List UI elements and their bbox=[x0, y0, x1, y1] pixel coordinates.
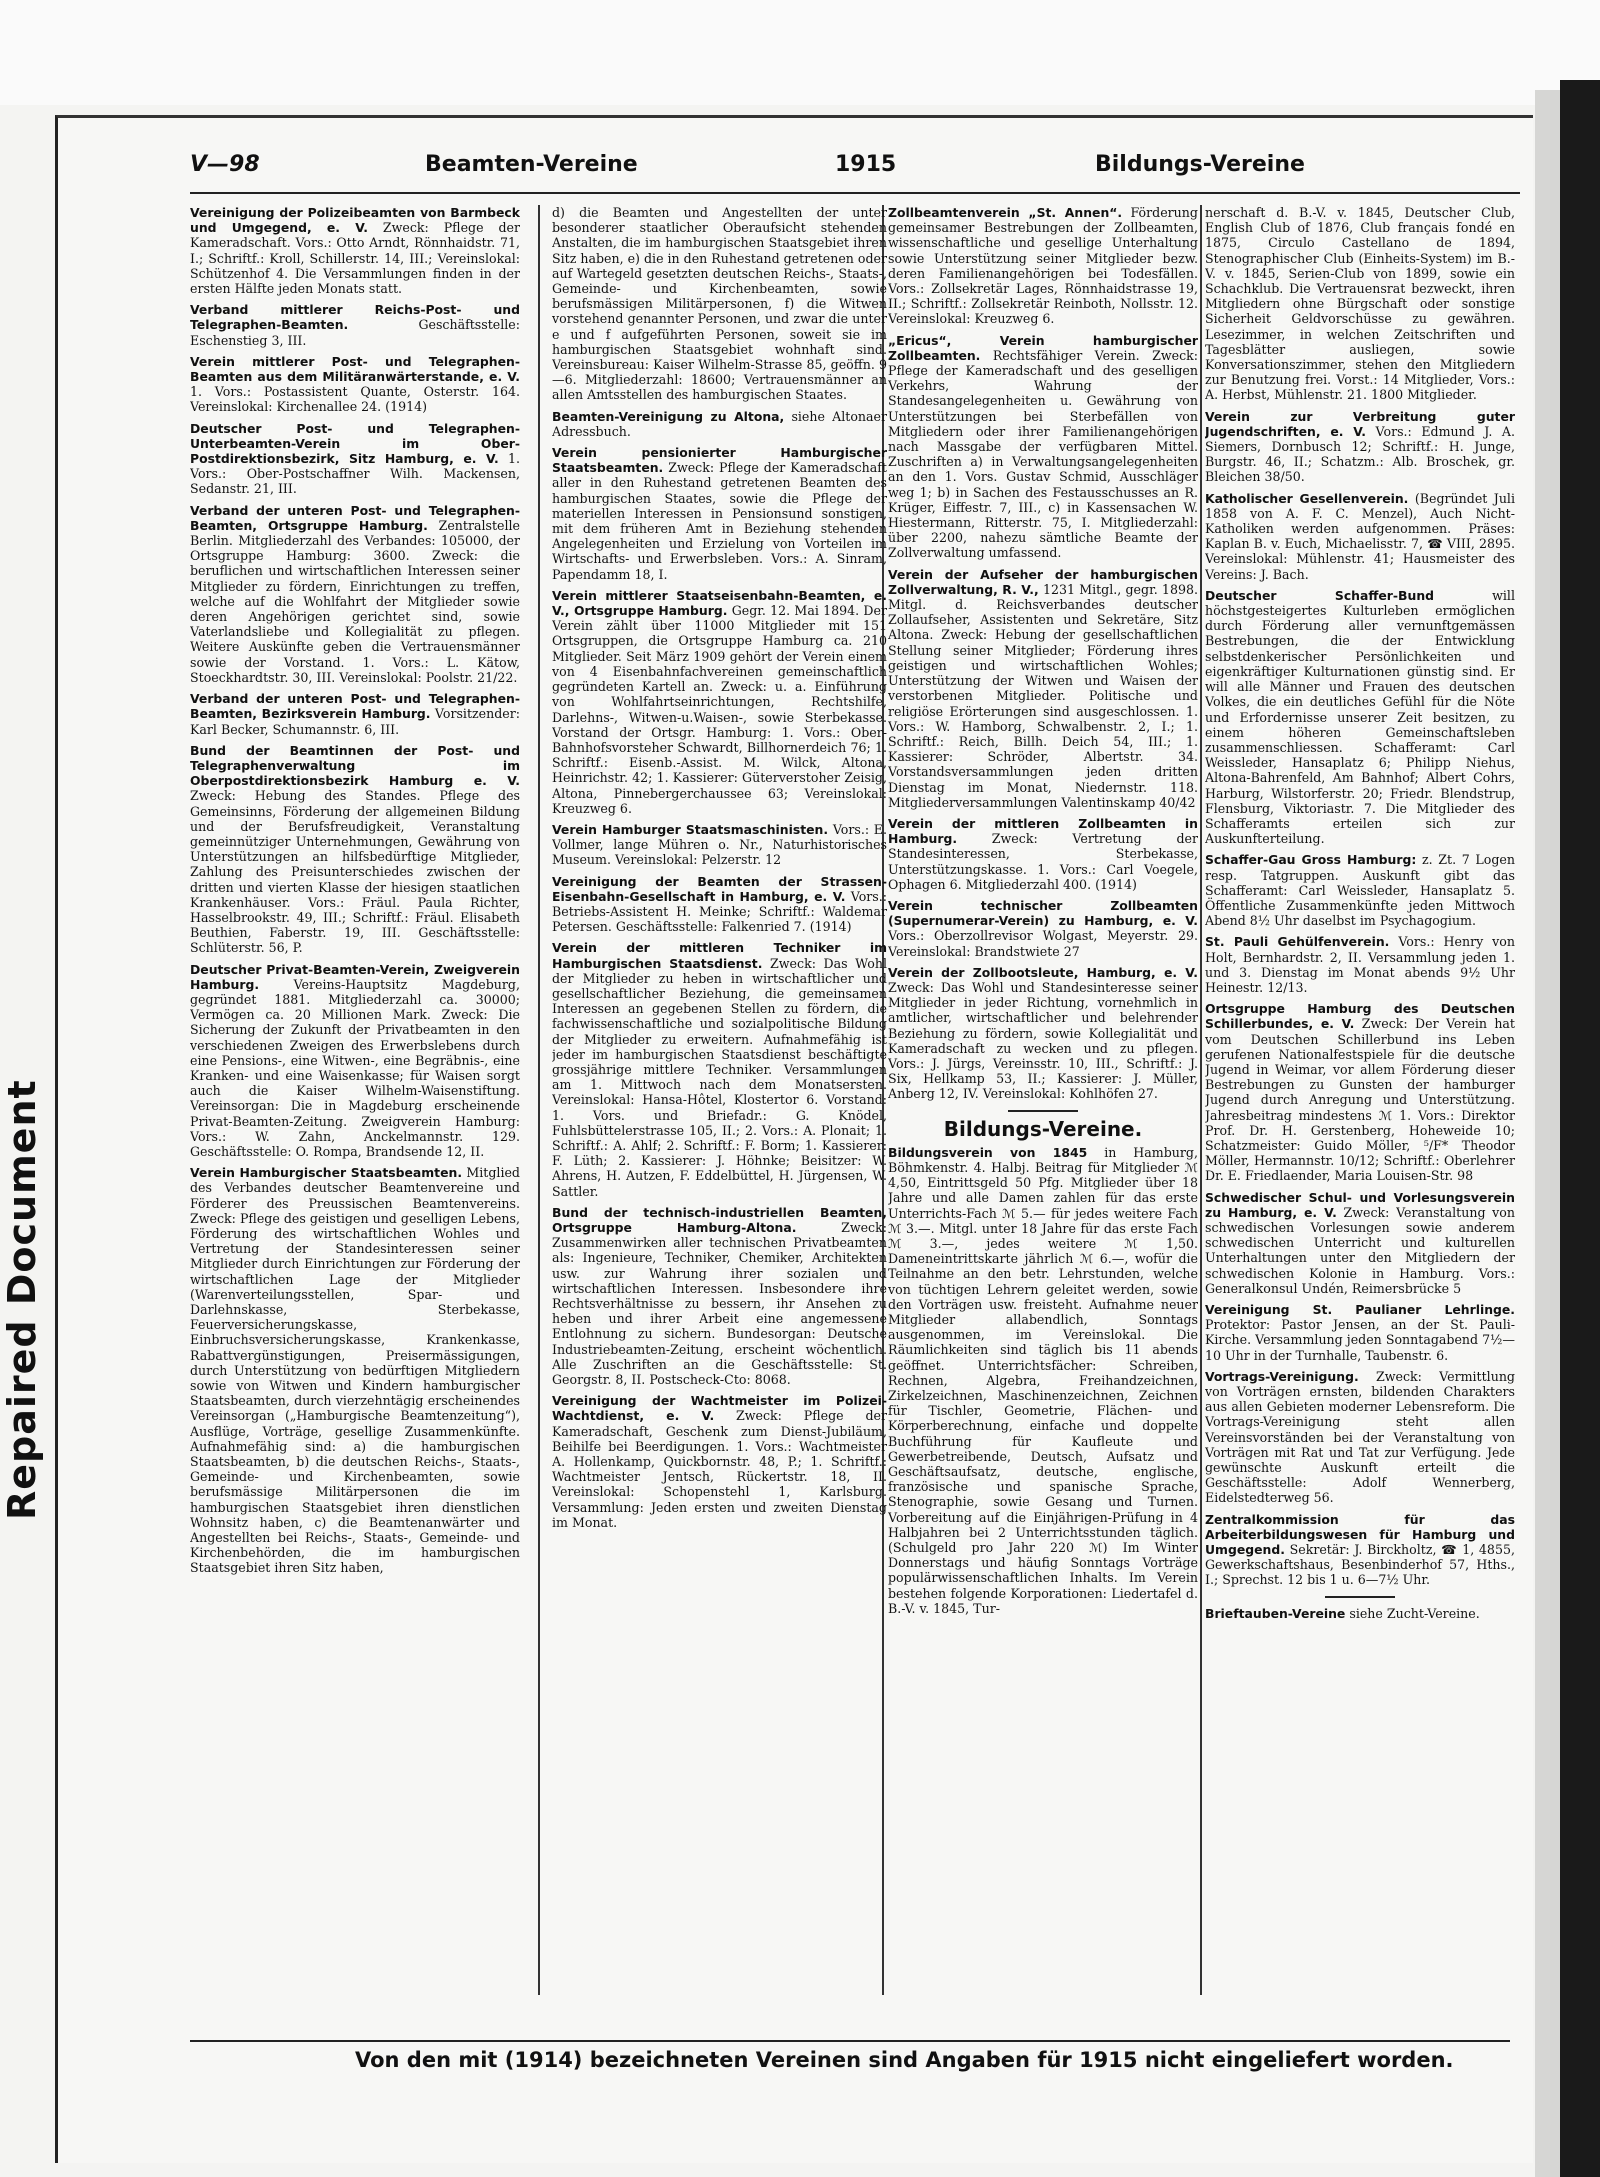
entry-text: Zweck: Pflege der Kameradschaft. Vors.: Otto Arndt, Rönnhaidstr. 71, I.; Schriftf.: Kroll, Schillerstr. 14, III.; Vereinslokal: Schützenhof 4. Die Versammlungen finden in der ersten Hälfte jeden Monats statt. bbox=[190, 220, 520, 297]
entry-name: Ortsgruppe Hamburg des Deutschen Schillerbundes, e. V. bbox=[1205, 1001, 1515, 1032]
column-3 bbox=[888, 205, 1198, 2015]
header-left-title: Beamten-Vereine bbox=[425, 152, 638, 177]
entry-text: Zweck: Zusammenwirken aller technischen Privatbeamten als: Ingenieure, Techniker, Chemiker, Architekten usw. zur Wahrung ihrer sozialen und wirtschaftlichen Interessen. Insbesondere ihre Rechtsverhältnisse zu bessern, ihr Ansehen zu heben und ihrer Arbeit eine angemessene Entlohnung zu sichern. Bundesorgan: Deutsche Industriebeamten-Zeitung, erscheint wöchentlich. Alle Zuschriften an die Geschäftsstelle: St. Georgstr. 8, II. Postscheck-Cto: 8068. bbox=[552, 1220, 887, 1388]
directory-entry bbox=[552, 940, 887, 1198]
directory-entry bbox=[1205, 1001, 1515, 1183]
entry-name: Brieftauben-Vereine bbox=[1205, 1605, 1346, 1621]
entry-text: Vors.: Edmund J. A. Siemers, Dornbusch 12; Schriftf.: H. Junge, Burgstr. 46, II.; Schatzm.: Alb. Broschek, gr. Bleichen 38/50. bbox=[1205, 423, 1515, 485]
entry-name: Verein der mittleren Techniker im Hamburgischen Staatsdienst. bbox=[552, 940, 887, 971]
entry-name: Bildungsverein von 1845 bbox=[888, 1144, 1088, 1160]
directory-entry bbox=[1205, 205, 1515, 403]
directory-entry bbox=[888, 567, 1198, 810]
entry-text: (Begründet Juli 1858 von A. F. C. Menzel), Auch Nicht-Katholiken werden aufgenommen. Präses: Kaplan B. v. Euch, Michaelisstr. 7, ☎ VIII, 2895. Vereinslokal: Mühlenstr. 41; Hausmeister des Vereins: J. Bach. bbox=[1205, 490, 1515, 582]
entry-text: Vereins-Hauptsitz Magdeburg, gegründet 1881. Mitgliederzahl ca. 30000; Vermögen ca. 20 Millionen Mark. Zweck: Die Sicherung der Zukunft der Privatbeamten in den verschiedenen Zweigen des Erwerbslebens durch eine Pensions-, eine Witwen-, eine Begräbnis-, eine Kranken- und eine Waisenkasse; für Waisen sorgt auch die Kaiser Wilhelm-Waisenstiftung. Vereinsorgan: Die in Magdeburg erscheinende Privat-Beamten-Zeitung. Zweigverein Hamburg: Vors.: W. Zahn, Anckelmannstr. 129. Geschäftsstelle: O. Rompa, Brandsende 12, II. bbox=[190, 976, 520, 1159]
entry-name: Bund der Beamtinnen der Post- und Telegraphenverwaltung im Oberpostdirektionsbezirk Hamburg e. V. bbox=[190, 742, 520, 789]
directory-entry bbox=[888, 205, 1198, 327]
entry-text: 1. Vors.: Postassistent Quante, Osterstr. 164. Vereinslokal: Kirchenallee 24. (1914) bbox=[190, 384, 520, 415]
directory-entry bbox=[1205, 1369, 1515, 1506]
entry-text: siehe Altonaer Adressbuch. bbox=[552, 408, 887, 439]
directory-entry bbox=[1205, 934, 1515, 995]
entry-text: Vors.: Henry von Holt, Bernhardstr. 2, II. Versammlung jeden 1. und 3. Dienstag im Monat abends 9½ Uhr Heinestr. 12/13. bbox=[1205, 934, 1515, 995]
entry-name: Verband der unteren Post- und Telegraphen-Beamten, Ortsgruppe Hamburg. bbox=[190, 502, 520, 533]
entry-name: Zollbeamtenverein „St. Annen“. bbox=[888, 205, 1123, 220]
entry-text: Geschäftsstelle: Eschenstieg 3, III. bbox=[190, 317, 520, 348]
directory-entry bbox=[552, 822, 887, 868]
footer-rule bbox=[190, 2040, 1510, 2042]
directory-entry bbox=[190, 743, 520, 956]
column-1 bbox=[190, 205, 520, 2015]
directory-entry bbox=[552, 1393, 887, 1530]
entry-text: Zweck: Hebung des Standes. Pflege des Gemeinsinns, Förderung der allgemeinen Bildung und der Berufsfreudigkeit, Veranstaltung gemeinnütziger Unternehmungen, Gewährung von Unterstützungen an hilfsbedürftige Mitglieder, Zahlung des Preisunterschiedes zwischen der dritten und vierten Klasse der hiesigen staatlichen Krankenhäuser. Vors.: Fräul. Paula Richter, Hasselbrookstr. 49, III.; Schriftf.: Fräul. Elisabeth Beuthien, Faberstr. 19, III. Geschäftsstelle: Schlüterstr. 56, P. bbox=[190, 788, 520, 956]
page-footer-note: Von den mit (1914) bezeichneten Vereinen sind Angaben für 1915 nicht eingeliefert worden. bbox=[355, 2048, 1454, 2072]
entry-text: d) die Beamten und Angestellten der unter besonderer staatlicher Oberaufsicht stehenden Anstalten, die im hamburgischen Staatsgebiet ihren Sitz haben, e) die in den Ruhestand getretenen oder auf Wartegeld gesetzten deutschen Reichs-, Staats-, Gemeinde- und Kirchenbeamten, sowie berufsmässigen Militärpersonen, f) die Witwen vorstehend genannter Personen, und zwar die unter e und f aufgeführten Personen, soweit sie im hamburgischen Staatsgebiet wohnhaft sind. Vereinsbureau: Kaiser Wilhelm-Strasse 85, geöffn. 9—6. Mitgliederzahl: 18600; Vertrauensmänner an allen Amtsstellen des hamburgischen Staates. bbox=[552, 205, 887, 403]
section-divider bbox=[1008, 1110, 1078, 1112]
entry-text: Vorsitzender: Karl Becker, Schumannstr. 6, III. bbox=[190, 706, 520, 737]
column-rule bbox=[538, 205, 540, 1995]
header-right-title: Bildungs-Vereine bbox=[1095, 152, 1305, 177]
entry-name: Verein der Zollbootsleute, Hamburg, e. V. bbox=[888, 964, 1198, 980]
entry-text: Zweck: Das Wohl der Mitglieder zu heben in wirtschaftlicher und gesellschaftlicher Beziehung, die gemeinsamen Interessen an gegebenen Stellen zu fördern, die fachwissenschaftliche und sozialpolitische Bildung der Mitglieder zu erweitern. Aufnahmefähig ist jeder im hamburgischen Staatsdienst beschäftigte grossjährige mittlere Techniker. Versammlungen am 1. Mittwoch nach dem Monatsersten. Vereinslokal: Hansa-Hôtel, Klostertor 6. Vorstand: 1. Vors. und Briefadr.: G. Knödel, Fuhlsbüttelerstrasse 105, II.; 2. Vors.: A. Plonait; 1. Schriftf.: A. Ahlf; 2. Schriftf.: F. Borm; 1. Kassierer: F. Lüth; 2. Kassierer: J. Höhnke; Beisitzer: W. Ahrens, H. Autzen, F. Eddelbüttel, H. Jürgensen, W. Sattler. bbox=[552, 955, 887, 1199]
entry-text: Zweck: Pflege der Kameradschaft, Geschenk zum Dienst-Jubiläum, Beihilfe bei Beerdigungen. 1. Vors.: Wachtmeister A. Hollenkamp, Quickbornstr. 48, P.; 1. Schriftf.: Wachtmeister Jentsch, Rückertstr. 18, II. Vereinslokal: Schopenstehl 1, Karlsburg. Versammlung: Jeden ersten und zweiten Dienstag im Monat. bbox=[552, 1408, 887, 1530]
entry-text: Zweck: Pflege der Kameradschaft aller in den Ruhestand getretenen Beamten des hamburgischen Staates, sowie die Pflege der materiellen Interessen in Pensionsund sonstigen, mit dem früheren Amt in Beziehung stehenden Angelegenheiten und Erzielung von Vorteilen im Wirtschafts- und Erwerbsleben. Vors.: A. Sinram, Papendamm 18, I. bbox=[552, 460, 887, 582]
column-4 bbox=[1205, 205, 1515, 2015]
entry-text: Vors.: E. Vollmer, lange Mühren o. Nr., Naturhistorisches Museum. Vereinslokal: Pelzerstr. 12 bbox=[552, 821, 887, 868]
directory-entry bbox=[190, 1165, 520, 1575]
entry-text: Zweck: Veranstaltung von schwedischen Vorlesungen sowie anderem schwedischen Unterricht und kulturellen Unterhaltungen unter den Mitgliedern der schwedischen Kolonie in Hamburg. Vors.: Generalkonsul Undén, Reimersbrücke 5 bbox=[1205, 1204, 1515, 1296]
directory-entry bbox=[190, 205, 520, 296]
directory-entry bbox=[190, 503, 520, 685]
entry-name: Zentralkommission für das Arbeiterbildungswesen für Hamburg und Umgegend. bbox=[1205, 1511, 1515, 1558]
entry-name: Katholischer Gesellenverein. bbox=[1205, 490, 1409, 506]
entry-name: Schwedischer Schul- und Vorlesungsverein zu Hamburg, e. V. bbox=[1205, 1189, 1515, 1220]
entry-name: Vortrags-Vereinigung. bbox=[1205, 1368, 1359, 1384]
header-rule bbox=[190, 192, 1520, 194]
entry-name: Deutscher Post- und Telegraphen-Unterbeamten-Verein im Ober-Postdirektionsbezirk, Sitz Hamburg, e. V. bbox=[190, 420, 520, 467]
column-rule bbox=[1200, 205, 1202, 1995]
directory-entry bbox=[888, 333, 1198, 561]
page-number: V—98 bbox=[190, 152, 260, 177]
directory-entry bbox=[888, 965, 1198, 1102]
entry-name: Verband der unteren Post- und Telegraphen-Beamten, Bezirksverein Hamburg. bbox=[190, 691, 520, 722]
entry-name: „Ericus“, Verein hamburgischer Zollbeamten. bbox=[888, 332, 1198, 363]
directory-entry bbox=[888, 898, 1198, 959]
entry-name: Bund der technisch-industriellen Beamten, Ortsgruppe Hamburg-Altona. bbox=[552, 1204, 887, 1235]
directory-entry bbox=[190, 421, 520, 497]
entry-name: Verein mittlerer Staatseisenbahn-Beamten, e. V., Ortsgruppe Hamburg. bbox=[552, 587, 887, 619]
scan-binding-edge bbox=[1535, 90, 1560, 2177]
entry-text: Rechtsfähiger Verein. Zweck: Pflege der Kameradschaft und des geselligen Verkehrs, Wahrung der Standesangelegenheiten u. Gewährung von Unterstützungen bei Sterbefällen von Mitgliedern oder ihrer Familienangehörigen nach Massgabe der verfügbaren Mittel. Zuschriften a) in Verwaltungsangelegenheiten an den 1. Vors. Gustav Schmid, Ausschläger weg 1; b) in Sachen des Festausschusses an R. Krüger, Eiffestr. 7, III., c) in Kassensachen W. Hiestermann, Ritterstr. 75, I. Mitgliederzahl: über 2200, nahezu sämtliche Beamte der Zollverwaltung umfassend. bbox=[888, 347, 1198, 561]
entry-name: Verein der Aufseher der hamburgischen Zollverwaltung, R. V., bbox=[888, 566, 1198, 597]
entry-name: Verein Hamburger Staatsmaschinisten. bbox=[552, 821, 829, 837]
entry-text: z. Zt. 7 Logen resp. Tatgruppen. Auskunft gibt das Schafferamt: Carl Weissleder, Hansaplatz 5. Öffentliche Zusammenkünfte jeden Mittwoch Abend 8½ Uhr daselbst im Psychagogium. bbox=[1205, 852, 1515, 929]
entry-name: Vereinigung der Wachtmeister im Polizei-Wachtdienst, e. V. bbox=[552, 1393, 887, 1424]
header-year: 1915 bbox=[835, 152, 897, 177]
entry-text: Mitglied des Verbandes deutscher Beamtenvereine und Förderer des Preussischen Beamtenvereins. Zweck: Pflege des geistigen und geselligen Lebens, Förderung des wirtschaftlichen Wohles und Vertretung der Standesinteressen seiner Mitglieder durch Einrichtungen zur Förderung der wirtschaftlichen Lage der Mitglieder (Warenverteilungsstellen, Spar- und Darlehnskasse, Sterbekasse, Feuerversicherungskasse, Einbruchsversicherungskasse, Krankenkasse, Rabattvergünstigungen, Preisermässigungen, durch Unterstützung von bedürftigen Mitgliedern sowie von Witwen und Kindern hamburgischer Staatsbeamten, durch vierzehntägig erscheinendes Vereinsorgan („Hamburgische Beamtenzeitung“), Ausflüge, Vorträge, gesellige Zusammenkünfte. Aufnahmefähig sind: a) die hamburgischen Staatsbeamten, b) die deutschen Reichs-, Staats-, Gemeinde- und Kirchenbeamten, sowie berufsmässige Militärpersonen die im hamburgischen Staatsgebiet ihren dienstlichen Wohnsitz haben, c) die Beamtenanwärter und Angestellten bei Reichs-, Staats-, Gemeinde- und Kirchenbehörden, die im hamburgischen Staatsgebiet ihren Sitz haben, bbox=[190, 1165, 520, 1576]
entry-text: Gegr. 12. Mai 1894. Der Verein zählt über 11000 Mitglieder mit 151 Ortsgruppen, die Ortsgruppe Hamburg ca. 210 Mitglieder. Seit März 1909 gehört der Verein einem von 4 Eisenbahnfachvereinen gemeinschaftlich gegründeten Kartell an. Zweck: u. a. Einführung von Wohlfahrtseinrichtungen, Rechtshilfe, Darlehns-, Witwen-u.Waisen-, sowie Sterbekasse. Vorstand der Ortsgr. Hamburg: 1. Vors.: Ober-Bahnhofsvorsteher Schwardt, Billhornerdeich 76; 1. Schriftf.: Eisenb.-Assist. M. Wilck, Altona, Heinrichstr. 42; 1. Kassierer: Güterverstoher Zeisig, Altona, Pinnebergerchaussee 63; Vereinslokal: Kreuzweg 6. bbox=[552, 603, 887, 816]
directory-entry bbox=[552, 874, 887, 935]
scan-dark-margin bbox=[1560, 80, 1600, 2177]
entry-name: Verein mittlerer Post- und Telegraphen-Beamten aus dem Militäranwärterstande, e. V. bbox=[190, 353, 520, 385]
entry-name: Vereinigung der Polizeibeamten von Barmbeck und Umgegend, e. V. bbox=[190, 205, 520, 236]
entry-name: Schaffer-Gau Gross Hamburg: bbox=[1205, 852, 1417, 868]
entry-name: St. Pauli Gehülfenverein. bbox=[1205, 934, 1390, 950]
directory-entry bbox=[1205, 409, 1515, 485]
directory-entry bbox=[1205, 491, 1515, 582]
entry-name: Verein der mittleren Zollbeamten in Hamburg. bbox=[888, 815, 1198, 847]
entry-text: Vors.: Betriebs-Assistent H. Meinke; Schriftf.: Waldemar Petersen. Geschäftsstelle: Falkenried 7. (1914) bbox=[552, 888, 887, 935]
directory-entry bbox=[552, 1205, 887, 1387]
directory-entry bbox=[1205, 1606, 1515, 1621]
entry-text: Förderung gemeinsamer Bestrebungen der Zollbeamten, wissenschaftliche und gesellige Unterhaltung sowie Unterstützung seiner Mitglieder bezw. deren Familienangehörigen bei Todesfällen. Vors.: Zollsekretär Lages, Rönnhaidstrasse 19, II.; Schriftf.: Zollsekretär Reinboth, Nollsstr. 12. Vereinslokal: Kreuzweg 6. bbox=[888, 205, 1198, 327]
directory-entry bbox=[552, 445, 887, 582]
entry-text: Zweck: Der Verein hat vom Deutschen Schillerbund ins Leben gerufenen Nationalfestspiele für die deutsche Jugend in Weimar, vor allem Förderung dieser Bestrebungen zu Gunsten der hamburger Jugend durch Anregung und Unterstützung. Jahresbeitrag mindestens ℳ 1. Vors.: Direktor Prof. Dr. H. Gerstenberg, Hoheweide 10; Schatzmeister: Guido Möller, ⁵/F* Theodor Möller, Hermannstr. 10/12; Schriftf.: Oberlehrer Dr. E. Friedlaender, Maria Louisen-Str. 98 bbox=[1205, 1016, 1515, 1184]
directory-entry bbox=[888, 816, 1198, 892]
directory-entry bbox=[1205, 588, 1515, 846]
entry-text: Zentralstelle Berlin. Mitgliederzahl des Verbandes: 105000, der Ortsgruppe Hamburg: 3600. Zweck: die beruflichen und wirtschaftlichen Interessen seiner Mitglieder zu fördern, Einrichtungen zu treffen, welche auf die Wohlfahrt der Mitglieder sowie deren Angehörigen gerichtet sind, sowie Vaterlandsliebe und Kollegialität zu pflegen. Weitere Auskünfte geben die Vertrauensmänner sowie der Vorstand. 1. Vors.: L. Kätow, Stoeckhardtstr. 30, III. Vereinslokal: Poolstr. 21/22. bbox=[190, 517, 520, 685]
repaired-document-stamp: Repaired Document bbox=[0, 1079, 44, 1520]
entry-text: Vors.: Oberzollrevisor Wolgast, Meyerstr. 29. Vereinslokal: Brandstwiete 27 bbox=[888, 928, 1198, 959]
page-header bbox=[190, 152, 1430, 192]
entry-text: 1. Vors.: Ober-Postschaffner Wilh. Mackensen, Sedanstr. 21, III. bbox=[190, 451, 520, 497]
entry-name: Beamten-Vereinigung zu Altona, bbox=[552, 408, 785, 424]
entry-text: will höchstgesteigertes Kulturleben ermöglichen durch Förderung aller vernunftgemässen Bestrebungen, die der Entwicklung selbstdenkerischer Persönlichkeiten und eigenkräftiger Kulturnationen günstig sind. Er will alle Männer und Frauen des deutschen Volkes, die ein deutliches Gefühl für die Nöte und Erfordernisse unserer Zeit besitzen, zu einem höheren Gemeinschaftsleben zusammenschliessen. Schafferamt: Carl Weissleder, Hansaplatz 6; Philipp Niehus, Altona-Bahrenfeld, Am Bahnhof; Albert Cohrs, Harburg, Wilstorferstr. 20; Friedr. Blendstrup, Flensburg, Viktoriastr. 7. Die Mitglieder des Schafferamts erteilen sich zur Auskunfterteilung. bbox=[1205, 587, 1515, 847]
directory-entry bbox=[1205, 852, 1515, 928]
entry-name: Verein Hamburgischer Staatsbeamten. bbox=[190, 1165, 463, 1181]
directory-entry bbox=[1205, 1512, 1515, 1588]
directory-entry bbox=[552, 205, 887, 403]
entry-text: Zweck: Vertretung der Standesinteressen, Sterbekasse, Unterstützungskasse. 1. Vors.: Carl Voegele, Ophagen 6. Mitgliederzahl 400. (1914) bbox=[888, 831, 1198, 892]
entry-name: Deutscher Privat-Beamten-Verein, Zweigverein Hamburg. bbox=[190, 961, 520, 992]
entry-text: Protektor: Pastor Jensen, an der St. Pauli-Kirche. Versammlung jeden Sonntagabend 7½—10 Uhr in der Turnhalle, Taubenstr. 6. bbox=[1205, 1317, 1515, 1363]
entry-name: Verein pensionierter Hamburgischer Staatsbeamten. bbox=[552, 445, 887, 476]
entry-name: Deutscher Schaffer-Bund bbox=[1205, 587, 1435, 603]
directory-entry bbox=[190, 691, 520, 737]
entry-text: Zweck: Vermittlung von Vorträgen ernsten, bildenden Charakters aus allen Gebieten moderner Lebensreform. Die Vortrags-Vereinigung steht allen Vereinsvorständen bei der Veranstaltung von Vorträgen mit Rat und Tat zur Verfügung. Jede gewünschte Auskunft erteilt die Geschäftsstelle: Adolf Wennerberg, Eidelstedterweg 56. bbox=[1205, 1368, 1515, 1506]
entry-text: siehe Zucht-Vereine. bbox=[1349, 1605, 1480, 1621]
entry-text: in Hamburg, Böhmkenstr. 4. Halbj. Beitrag für Mitglieder ℳ 4,50, Eintrittsgeld 50 Pfg. Mitglieder über 18 Jahre und alle Damen zahlen für das erste Unterrichts-Fach ℳ 5.— für jedes weitere Fach ℳ 3.—. Mitgl. unter 18 Jahre für das erste Fach ℳ 3.—, jedes weitere ℳ 1,50. Dameneintrittskarte jährlich ℳ 6.—, wofür die Teilnahme an den betr. Lehrstunden, welche von tüchtigen Lehrern geleitet werden, sowie den Vorträgen usw. freisteht. Aufnahme neuer Mitglieder allabendlich, Sonntags ausgenommen, im Vereinslokal. Die Räumlichkeiten sind täglich bis 11 abends geöffnet. Unterrichtsfächer: Schreiben, Rechnen, Algebra, Freihandzeichnen, Zirkelzeichnen, Maschinenzeichnen, Zeichnen für Tischler, Geometrie, Flächen- und Körperberechnung, einfache und doppelte Buchführung für Kaufleute und Gewerbetreibende, Deutsch, Aufsatz und Geschäftsaufsatz, deutsche, englische, französische und spanische Sprache, Stenographie, sowie Gesang und Turnen. Vorbereitung auf die Einjährigen-Prüfung in 4 Halbjahren bei 2 Unterrichtsstunden täglich. (Schulgeld pro Jahr 220 ℳ) Im Winter Donnerstags und häufig Sonntags Vorträge populärwissenschaftlichen Inhalts. Im Verein bestehen folgende Korporationen: Liedertafel d. B.-V. v. 1845, Tur- bbox=[888, 1144, 1198, 1616]
directory-entry bbox=[190, 302, 520, 348]
directory-entry bbox=[1205, 1190, 1515, 1296]
entry-name: Verband mittlerer Reichs-Post- und Telegraphen-Beamten. bbox=[190, 302, 520, 333]
scan-background-top bbox=[0, 0, 1600, 105]
entry-text: 1231 Mitgl., gegr. 1898. Mitgl. d. Reichsverbandes deutscher Zollaufseher, Assistenten und Sekretäre, Sitz Altona. Zweck: Hebung der gesellschaftlichen Stellung seiner Mitglieder; Förderung ihres geistigen und wirtschaftlichen Wohles; Unterstützung der Witwen und Waisen der verstorbenen Mitglieder. Politische und religiöse Erörterungen sind ausgeschlossen. 1. Vors.: W. Hamborg, Schwalbenstr. 2, I.; 1. Schriftf.: Reich, Billh. Deich 54, III.; 1. Kassierer: Schröder, Albertstr. 34. Vorstandsversammlungen jeden dritten Dienstag im Monat, Niedernstr. 118. Mitgliederversammlungen Valentinskamp 40/42 bbox=[888, 581, 1198, 810]
section-divider bbox=[1325, 1596, 1395, 1598]
entry-text: nerschaft d. B.-V. v. 1845, Deutscher Club, English Club of 1876, Club français fondé en 1875, Circulo Castellano de 1894, Stenographischer Club (Einheits-System) im B.-V. v. 1845, Serien-Club von 1899, sowie ein Schachklub. Die Vertrauensrat bezweckt, ihren Mitgliedern ohne Bürgschaft oder sonstige Sicherheit Geldvorschüsse zu gewähren. Lesezimmer, in welchen Zeitschriften und Tagesblätter ausliegen, sowie Konversationszimmer, stehen den Mitgliedern zur Benutzung frei. Vorst.: 14 Mitglieder, Vors.: A. Herbst, Mühlenstr. 21. 1800 Mitglieder. bbox=[1205, 205, 1515, 403]
directory-entry bbox=[552, 588, 887, 816]
column-2 bbox=[552, 205, 887, 2015]
entry-text: Zweck: Das Wohl und Standesinteresse seiner Mitglieder in jeder Richtung, vornehmlich in amtlicher, wirtschaftlicher und belehrender Beziehung zu fördern, sowie Kollegialität und Kameradschaft zu wecken und zu pflegen. Vors.: J. Jürgs, Vereinsstr. 10, III., Schriftf.: J. Six, Hellkamp 53, II.; Kassierer: J. Müller, Anberg 12, IV. Vereinslokal: Kohlhöfen 27. bbox=[888, 979, 1198, 1102]
entry-name: Verein technischer Zollbeamten (Supernumerar-Verein) zu Hamburg, e. V. bbox=[888, 897, 1198, 929]
directory-entry bbox=[552, 409, 887, 439]
directory-entry bbox=[190, 962, 520, 1160]
directory-entry bbox=[888, 1145, 1198, 1616]
entry-name: Verein zur Verbreitung guter Jugendschriften, e. V. bbox=[1205, 408, 1515, 439]
directory-entry bbox=[1205, 1302, 1515, 1363]
section-title: Bildungs-Vereine. bbox=[943, 1116, 1143, 1141]
entry-name: Vereinigung der Beamten der Strassen-Eisenbahn-Gesellschaft in Hamburg, e. V. bbox=[552, 873, 887, 904]
entry-text: Sekretär: J. Birckholtz, ☎ 1, 4855, Gewerkschaftshaus, Besenbinderhof 57, Hths., I.; Sprechst. 12 bis 1 u. 6—7½ Uhr. bbox=[1205, 1542, 1515, 1588]
directory-entry bbox=[190, 354, 520, 415]
entry-name: Vereinigung St. Paulianer Lehrlinge. bbox=[1205, 1302, 1515, 1318]
